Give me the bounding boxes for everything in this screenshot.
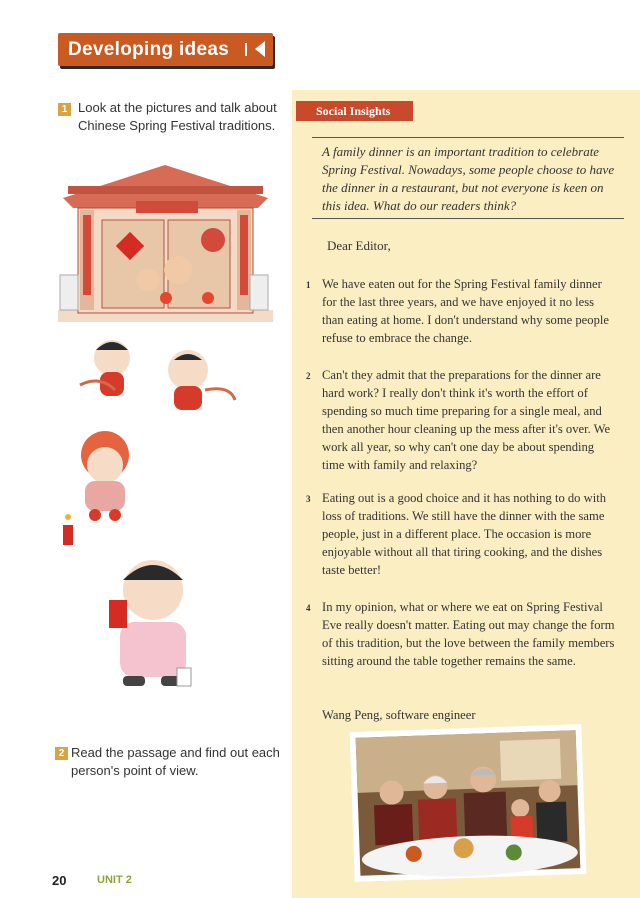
paragraph-2: Can't they admit that the preparations for the dinner are hard work? I really don't think it's worth the effort of spending so much time preparing for a single meal, and then another hour cleaning up the mess after it's over. We work all year, so why can't one day be about spending time with family and relaxing? <box>322 368 611 472</box>
paragraph-number-3: 3 <box>306 494 311 504</box>
intro-bottom-rule <box>312 218 624 219</box>
task-number-2: 2 <box>55 747 68 760</box>
paragraph-1: We have eaten out for the Spring Festival family dinner for the last three years, and we have enjoyed it no less than eating at home. I don't understand why some people refuse to embrace the change. <box>322 277 609 345</box>
intro-text: A family dinner is an important tradition to celebrate Spring Festival. Nowadays, some people choose to have the dinner in a restaurant, but not everyone is keen on this idea. What do our readers think? <box>322 144 615 213</box>
section-header <box>58 33 273 66</box>
paragraph-4: In my opinion, what or where we eat on Spring Festival Eve really doesn't matter. Eating out may change the form of this tradition, but the love between the family members sitting around the table together remains the same. <box>322 600 615 668</box>
family-dinner-photo <box>349 724 586 882</box>
paragraph-3: Eating out is a good choice and it has nothing to do with loss of traditions. We still have the dinner with the same people, just in a different place. The occasion is more enjoyable without all that tiring cooking, and the dishes taste better! <box>322 491 607 577</box>
unit-label: UNIT 2 <box>97 874 132 886</box>
task-1-text: Look at the pictures and talk about Chinese Spring Festival traditions. <box>78 100 277 133</box>
task-2-text: Read the passage and find out each person's point of view. <box>71 745 280 778</box>
page-number: 20 <box>52 873 67 888</box>
intro-top-rule <box>312 137 624 138</box>
signature: Wang Peng, software engineer <box>322 708 476 722</box>
paragraph-number-2: 2 <box>306 371 311 381</box>
gate-illustration-icon <box>58 160 273 330</box>
salutation: Dear Editor, <box>327 238 391 253</box>
arrow-left-icon <box>255 41 265 57</box>
child-firecracker-illustration-icon <box>55 425 150 550</box>
social-insights-label: Social Insights <box>296 101 413 121</box>
child-red-envelope-illustration-icon <box>95 550 205 695</box>
paragraph-number-1: 1 <box>306 280 311 290</box>
paragraph-number-4: 4 <box>306 603 311 613</box>
header-divider <box>245 43 247 56</box>
task-number-1: 1 <box>58 103 71 116</box>
section-title: Developing ideas <box>68 38 230 60</box>
children-illustration-icon <box>70 330 240 420</box>
